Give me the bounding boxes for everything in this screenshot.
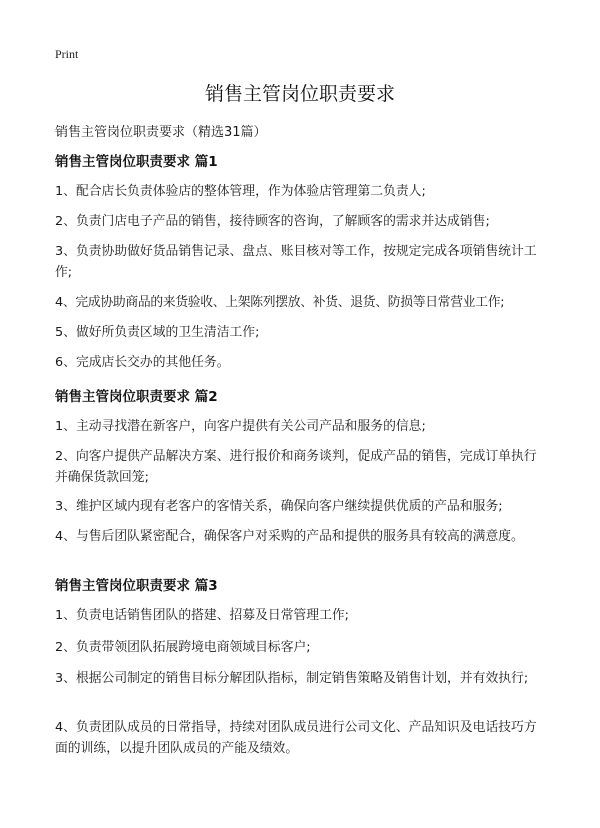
list-item: 6、完成店长交办的其他任务。 bbox=[55, 355, 230, 370]
section-heading-2: 销售主管岗位职责要求 篇2 bbox=[55, 389, 218, 405]
document-subtitle: 销售主管岗位职责要求（精选31篇） bbox=[55, 125, 267, 140]
list-item: 2、向客户提供产品解决方案、进行报价和商务谈判，促成产品的销售，完成订单执行并确保货款回笼; bbox=[55, 449, 537, 485]
list-item: 1、负责电话销售团队的搭建、招募及日常管理工作; bbox=[55, 608, 349, 623]
list-item: 2、负责带领团队拓展跨境电商领域目标客户; bbox=[55, 640, 311, 655]
print-label: Print bbox=[55, 47, 79, 61]
list-item: 1、配合店长负责体验店的整体管理，作为体验店管理第二负责人; bbox=[55, 184, 426, 199]
section-heading-1: 销售主管岗位职责要求 篇1 bbox=[55, 154, 218, 170]
page-title: 销售主管岗位职责要求 bbox=[204, 83, 395, 105]
list-item: 4、完成协助商品的来货验收、上架陈列摆放、补货、退货、防损等日常营业工作; bbox=[55, 295, 505, 310]
list-item: 2、负责门店电子产品的销售，接待顾客的咨询，了解顾客的需求并达成销售; bbox=[55, 214, 490, 229]
list-item: 3、维护区域内现有老客户的客情关系，确保向客户继续提供优质的产品和服务; bbox=[55, 499, 503, 514]
section-heading-3: 销售主管岗位职责要求 篇3 bbox=[55, 578, 218, 594]
list-item: 4、负责团队成员的日常指导，持续对团队成员进行公司文化、产品知识及电话技巧方面的训练，以提升团队成员的产能及绩效。 bbox=[55, 720, 537, 756]
list-item: 3、根据公司制定的销售目标分解团队指标，制定销售策略及销售计划，并有效执行; bbox=[55, 671, 529, 686]
list-item: 1、主动寻找潜在新客户，向客户提供有关公司产品和服务的信息; bbox=[55, 419, 426, 434]
list-item: 3、负责协助做好货品销售记录、盘点、账目核对等工作，按规定完成各项销售统计工作; bbox=[55, 244, 537, 280]
list-item: 5、做好所负责区域的卫生清洁工作; bbox=[55, 325, 260, 340]
list-item: 4、与售后团队紧密配合，确保客户对采购的产品和提供的服务具有较高的满意度。 bbox=[55, 529, 524, 544]
